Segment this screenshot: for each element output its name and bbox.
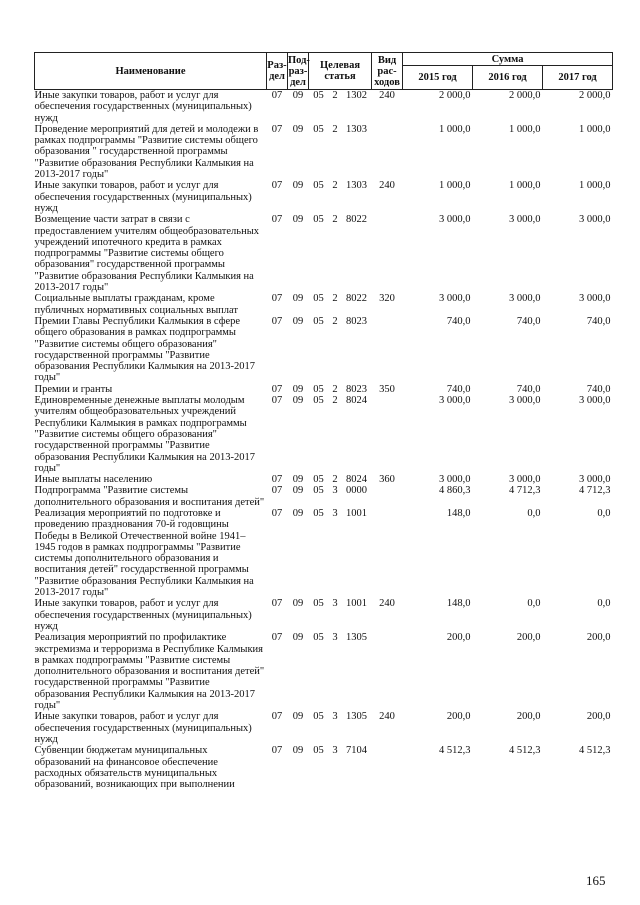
row-sum-2015: 3 000,0 <box>439 214 471 226</box>
row-podrazdel: 09 <box>292 90 304 101</box>
table-row <box>35 395 613 474</box>
row-sum-2015: 148,0 <box>446 507 471 519</box>
row-target-code: 8024 <box>346 395 367 407</box>
row-sum-2017: 4 512,3 <box>579 745 611 757</box>
header-year-2015: 2015 год <box>403 66 473 90</box>
row-target-program: 05 <box>313 632 324 644</box>
header-sum: Сумма <box>403 53 613 66</box>
table-row <box>35 632 613 711</box>
row-sum-2015: 4 860,3 <box>439 485 471 497</box>
table-row <box>35 485 613 508</box>
row-sum-2015: 3 000,0 <box>439 395 471 407</box>
row-podrazdel: 09 <box>292 632 304 644</box>
table-row <box>35 90 613 124</box>
table-row <box>35 474 613 485</box>
row-sum-2017: 1 000,0 <box>579 123 611 135</box>
row-sum-2017: 3 000,0 <box>579 214 611 226</box>
row-vid: 240 <box>379 711 395 723</box>
header-target: Целевая статья <box>309 53 372 90</box>
row-target-subprogram: 2 <box>332 90 338 101</box>
row-vid: 320 <box>379 293 395 305</box>
page-number: 165 <box>586 873 606 888</box>
row-target-program: 05 <box>313 214 324 226</box>
header-year-2016: 2016 год <box>473 66 543 90</box>
table-row <box>35 316 613 384</box>
row-sum-2016: 4 712,3 <box>509 485 541 497</box>
row-target-subprogram: 3 <box>332 507 338 519</box>
row-sum-2016: 200,0 <box>516 711 541 723</box>
row-sum-2015: 3 000,0 <box>439 474 471 486</box>
row-target-program: 05 <box>313 315 324 327</box>
row-razdel: 07 <box>271 293 283 305</box>
row-target-code: 1303 <box>346 180 367 192</box>
row-vid: 240 <box>379 90 395 101</box>
row-target-code: 1001 <box>346 507 367 519</box>
row-podrazdel: 09 <box>292 315 304 327</box>
row-name: Субвенции бюджетам муниципальных образований на финансовое обеспечение расходных обязательств муниципальных образований, возникающих при выполнении <box>34 745 235 791</box>
row-sum-2016: 0,0 <box>527 598 541 610</box>
row-sum-2015: 4 512,3 <box>439 745 471 757</box>
row-target-program: 05 <box>313 383 324 395</box>
row-sum-2016: 1 000,0 <box>509 180 541 192</box>
row-target-code: 1305 <box>346 711 367 723</box>
table-row <box>35 180 613 214</box>
header-year-2017: 2017 год <box>543 66 613 90</box>
row-sum-2016: 2 000,0 <box>509 90 541 101</box>
row-sum-2016: 3 000,0 <box>509 293 541 305</box>
table-row <box>35 745 613 790</box>
row-vid: 350 <box>379 383 395 395</box>
row-name: Иные закупки товаров, работ и услуг для обеспечения государственных (муниципальных) нужд <box>34 180 252 214</box>
row-sum-2017: 3 000,0 <box>579 395 611 407</box>
row-vid <box>372 124 403 180</box>
row-target-program: 05 <box>313 395 324 407</box>
row-target-code: 1001 <box>346 598 367 610</box>
row-razdel: 07 <box>271 315 283 327</box>
row-razdel: 07 <box>271 90 283 101</box>
row-sum-2015: 200,0 <box>446 711 471 723</box>
row-sum-2017: 1 000,0 <box>579 180 611 192</box>
row-sum-2017: 4 712,3 <box>579 485 611 497</box>
table-row <box>35 293 613 316</box>
row-sum-2015: 2 000,0 <box>439 90 471 101</box>
row-name: Социальные выплаты гражданам, кроме публичных нормативных социальных выплат <box>34 293 238 316</box>
row-razdel: 07 <box>271 507 283 519</box>
row-target-code: 1302 <box>346 90 367 101</box>
row-name: Премии и гранты <box>34 383 113 395</box>
budget-table-sheet <box>34 52 612 790</box>
row-target-subprogram: 2 <box>332 474 338 486</box>
row-podrazdel: 09 <box>292 598 304 610</box>
row-vid <box>372 214 403 293</box>
row-sum-2017: 2 000,0 <box>579 90 611 101</box>
row-vid: 240 <box>379 598 395 610</box>
row-target-program: 05 <box>313 90 324 101</box>
row-target-program: 05 <box>313 711 324 723</box>
row-podrazdel: 09 <box>292 214 304 226</box>
row-sum-2016: 200,0 <box>516 632 541 644</box>
row-name: Иные закупки товаров, работ и услуг для обеспечения государственных (муниципальных) нужд <box>34 90 252 124</box>
row-podrazdel: 09 <box>292 383 304 395</box>
header-vid: Вид рас- ходов <box>372 53 403 90</box>
row-target-program: 05 <box>313 598 324 610</box>
row-target-program: 05 <box>313 123 324 135</box>
row-target-subprogram: 2 <box>332 123 338 135</box>
table-row <box>35 598 613 632</box>
row-target-code: 8022 <box>346 214 367 226</box>
row-target-code: 8022 <box>346 293 367 305</box>
row-target-code: 0000 <box>346 485 367 497</box>
row-target-code: 1303 <box>346 123 367 135</box>
row-sum-2017: 740,0 <box>586 315 611 327</box>
row-target-subprogram: 3 <box>332 485 338 497</box>
row-target-program: 05 <box>313 293 324 305</box>
row-podrazdel: 09 <box>292 745 304 757</box>
row-target-subprogram: 2 <box>332 383 338 395</box>
row-name: Проведение мероприятий для детей и молодежи в рамках подпрограммы "Развитие системы общего образования " государственной программы "Развитие образования Республики Калмыкия на 2013-2017 годы" <box>34 123 259 181</box>
row-razdel: 07 <box>271 632 283 644</box>
row-target-subprogram: 2 <box>332 293 338 305</box>
row-target-code: 8024 <box>346 474 367 486</box>
row-name: Возмещение части затрат в связи с предоставлением учителям общеобразовательных учреждений ипотечного кредита в рамках подпрограммы "Развитие системы общего образования" государственной программы "Развитие образования Республики Калмыкия на 2013-2017 годы" <box>34 214 259 294</box>
row-sum-2016: 3 000,0 <box>509 395 541 407</box>
row-sum-2015: 1 000,0 <box>439 123 471 135</box>
row-sum-2016: 3 000,0 <box>509 214 541 226</box>
table-row <box>35 711 613 745</box>
row-target-code: 1305 <box>346 632 367 644</box>
row-target-subprogram: 3 <box>332 632 338 644</box>
row-podrazdel: 09 <box>292 180 304 192</box>
row-target-subprogram: 2 <box>332 315 338 327</box>
row-podrazdel: 09 <box>292 123 304 135</box>
row-vid <box>372 316 403 384</box>
row-name: Премии Главы Республики Калмыкия в сфере общего образования в рамках подпрограммы "Развитие системы общего образования" государственной программы "Развитие образования Республики Калмыкия на 2013-2017 годы" <box>34 315 255 384</box>
row-sum-2017: 200,0 <box>586 632 611 644</box>
row-sum-2017: 200,0 <box>586 711 611 723</box>
table-row <box>35 384 613 395</box>
row-razdel: 07 <box>271 711 283 723</box>
row-sum-2015: 200,0 <box>446 632 471 644</box>
row-target-subprogram: 3 <box>332 745 338 757</box>
row-name: Реализация мероприятий по профилактике экстремизма и терроризма в Республике Калмыкия в рамках подпрограммы "Развитие системы дополнительного образования и воспитания детей" государственной программы "Развитие образования Республики Калмыкия на 2013-2017 годы" <box>34 632 265 712</box>
row-target-subprogram: 3 <box>332 598 338 610</box>
header-razdel: Раз- дел <box>267 53 288 90</box>
row-sum-2015: 740,0 <box>446 315 471 327</box>
row-podrazdel: 09 <box>292 474 304 486</box>
table-body <box>35 90 613 791</box>
header-name: Наименование <box>35 53 267 90</box>
row-podrazdel: 09 <box>292 395 304 407</box>
row-vid <box>372 395 403 474</box>
row-target-subprogram: 3 <box>332 711 338 723</box>
header-podrazdel: Под- раз- дел <box>288 54 310 88</box>
row-name: Подпрограмма "Развитие системы дополнительного образования и воспитания детей" <box>34 485 265 508</box>
row-sum-2017: 0,0 <box>597 507 611 519</box>
row-podrazdel: 09 <box>292 485 304 497</box>
row-target-program: 05 <box>313 474 324 486</box>
row-target-code: 8023 <box>346 315 367 327</box>
row-sum-2017: 0,0 <box>597 598 611 610</box>
row-razdel: 07 <box>271 474 283 486</box>
row-sum-2016: 740,0 <box>516 315 541 327</box>
row-sum-2016: 4 512,3 <box>509 745 541 757</box>
table-row <box>35 508 613 598</box>
row-vid: 240 <box>379 180 395 192</box>
row-target-subprogram: 2 <box>332 180 338 192</box>
row-sum-2016: 1 000,0 <box>509 123 541 135</box>
row-vid <box>372 745 403 790</box>
row-name: Иные закупки товаров, работ и услуг для обеспечения государственных (муниципальных) нужд <box>34 711 252 745</box>
row-razdel: 07 <box>271 180 283 192</box>
row-name: Реализация мероприятий по подготовке и проведению празднования 70-й годовщины Победы в Великой Отечественной войне 1941–1945 годов в рамках подпрограммы "Развитие системы дополнительного образования и воспитания детей" государственной программы "Развитие образования Республики Калмыкия на 2013-2017 годы" <box>34 507 254 599</box>
table-row <box>35 124 613 180</box>
row-razdel: 07 <box>271 395 283 407</box>
row-target-program: 05 <box>313 180 324 192</box>
row-sum-2017: 3 000,0 <box>579 474 611 486</box>
table-header <box>35 53 613 90</box>
row-target-subprogram: 2 <box>332 214 338 226</box>
row-sum-2015: 148,0 <box>446 598 471 610</box>
row-target-code: 7104 <box>346 745 367 757</box>
table-row <box>35 214 613 293</box>
row-target-program: 05 <box>313 485 324 497</box>
row-vid <box>372 632 403 711</box>
row-razdel: 07 <box>271 214 283 226</box>
row-name: Иные выплаты населению <box>34 474 153 486</box>
row-razdel: 07 <box>271 598 283 610</box>
row-target-program: 05 <box>313 745 324 757</box>
row-vid: 360 <box>379 474 395 486</box>
row-sum-2017: 740,0 <box>586 383 611 395</box>
row-sum-2016: 3 000,0 <box>509 474 541 486</box>
row-razdel: 07 <box>271 383 283 395</box>
row-podrazdel: 09 <box>292 711 304 723</box>
row-vid <box>372 485 403 508</box>
row-sum-2015: 3 000,0 <box>439 293 471 305</box>
row-sum-2016: 740,0 <box>516 383 541 395</box>
row-target-subprogram: 2 <box>332 395 338 407</box>
row-name: Единовременные денежные выплаты молодым учителям общеобразовательных учреждений Республики Калмыкия в рамках подпрограммы "Развитие системы общего образования" государственной программы "Развитие образования Республики Калмыкия на 2013-2017 годы" <box>34 395 255 474</box>
row-sum-2015: 740,0 <box>446 383 471 395</box>
row-sum-2015: 1 000,0 <box>439 180 471 192</box>
row-name: Иные закупки товаров, работ и услуг для обеспечения государственных (муниципальных) нужд <box>34 598 252 632</box>
row-target-program: 05 <box>313 507 324 519</box>
budget-table <box>34 52 613 790</box>
row-razdel: 07 <box>271 745 283 757</box>
row-razdel: 07 <box>271 485 283 497</box>
row-podrazdel: 09 <box>292 507 304 519</box>
row-vid <box>372 508 403 598</box>
row-target-code: 8023 <box>346 383 367 395</box>
row-sum-2016: 0,0 <box>527 507 541 519</box>
row-razdel: 07 <box>271 123 283 135</box>
row-podrazdel: 09 <box>292 293 304 305</box>
row-sum-2017: 3 000,0 <box>579 293 611 305</box>
